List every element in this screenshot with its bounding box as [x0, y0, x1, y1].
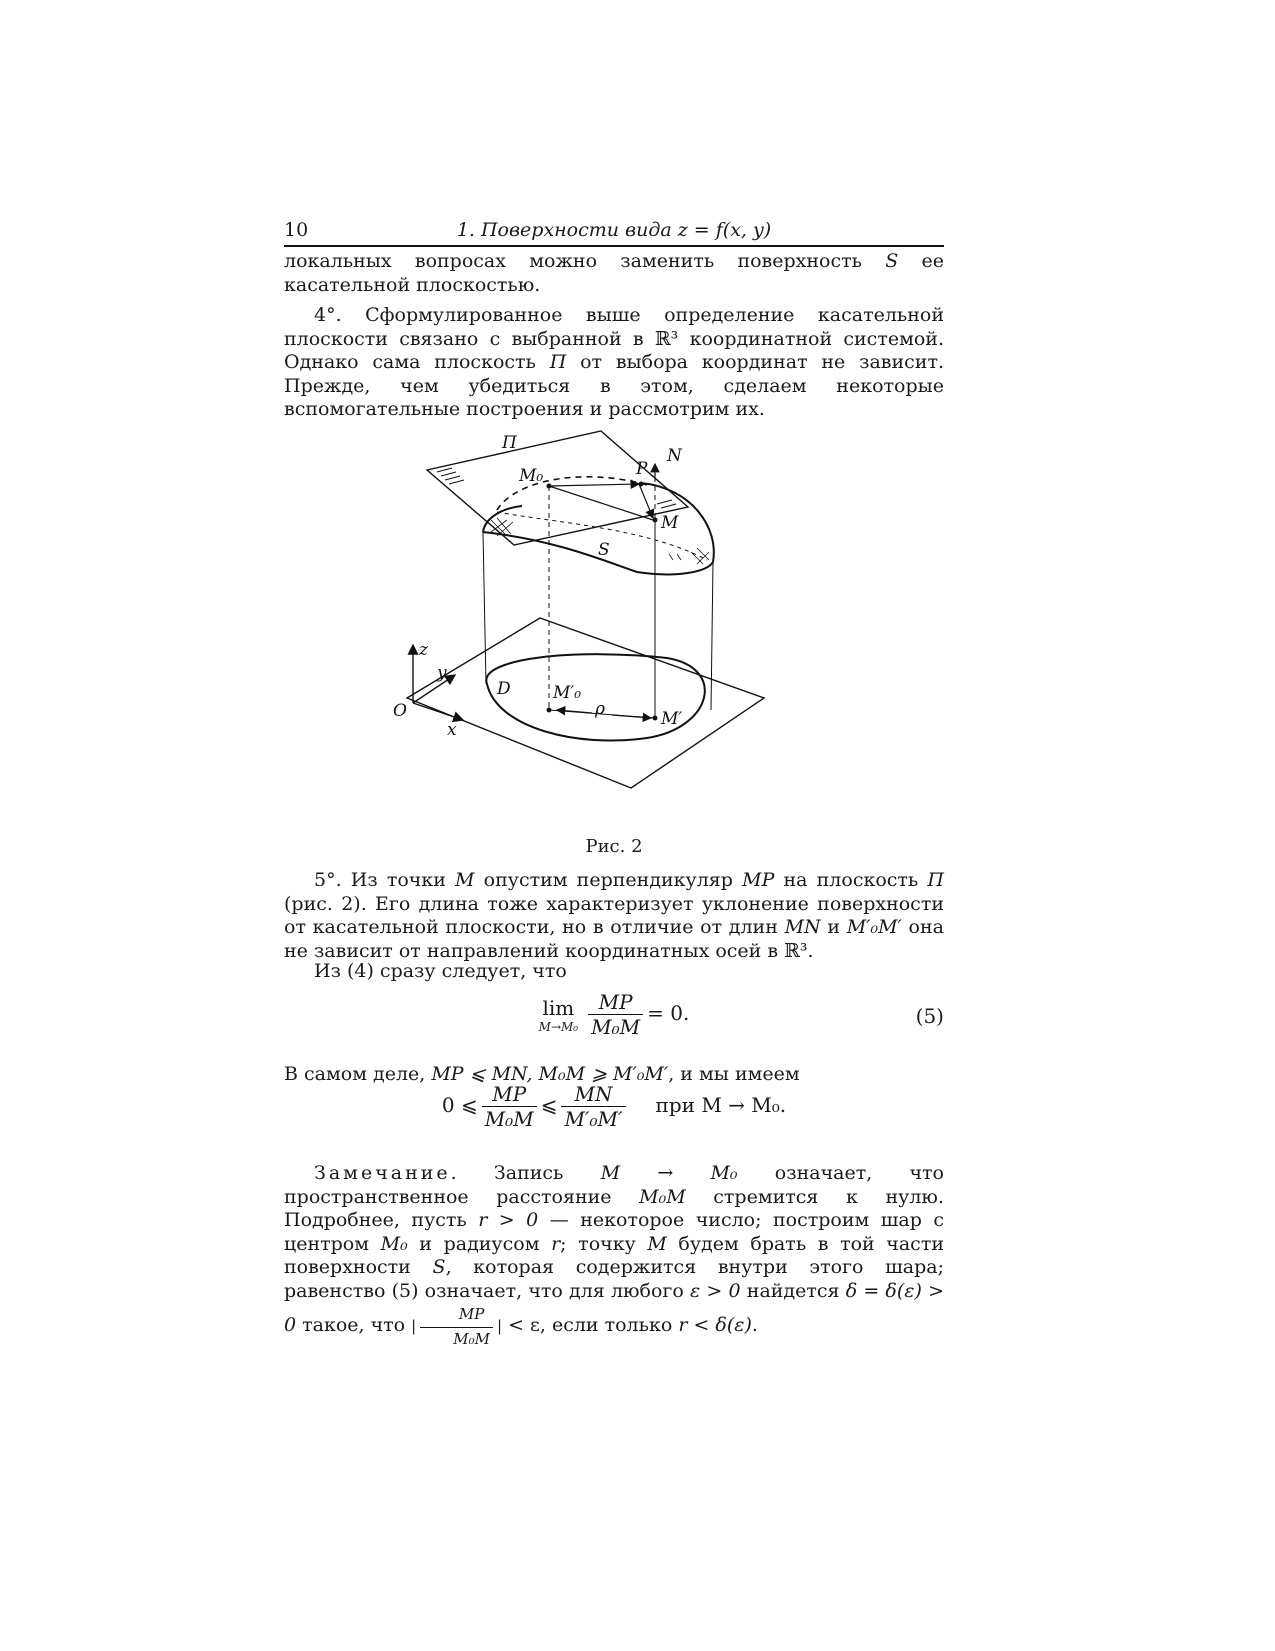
surface-S-left: [483, 506, 522, 532]
equation-number: (5): [915, 1004, 944, 1028]
label-P: P: [636, 459, 648, 479]
vector-M0M: [549, 486, 653, 520]
paragraph-indeed: В самом деле, MP ⩽ MN, M₀M ⩾ M′₀M′, и мы имеем: [284, 1063, 800, 1085]
paragraph-4: 4°. Сформулированное выше определение касательной плоскости связано с выбранной в ℝ³ координатной системой. Однако сама плоскость Π от выбора координат не зависит. Прежде, чем убедиться в этом, сделаем некоторые вспомогательные построения и рассмотрим их.: [284, 304, 945, 420]
label-y: y: [437, 663, 447, 683]
label-M0: M₀: [519, 466, 544, 486]
label-O: O: [393, 701, 407, 721]
figure-caption: Рис. 2: [585, 836, 643, 857]
running-title: 1. Поверхности вида z = f(x, y): [456, 219, 772, 241]
paragraph-5: 5°. Из точки M опустим перпендикуляр MP на плоскость Π (рис. 2). Его длина тоже характеризует уклонение поверхности от касательной плоскости, но в отличие от длин MN и M′₀M′ она не зависит от направлений координатных осей в ℝ³.: [284, 869, 944, 962]
remark: Замечание. Запись M → M₀ означает, что пространственное расстояние M₀M стремится к нулю. Подробнее, пусть r > 0 — некоторое число; построим шар с центром M₀ и радиусом r; точку M будем брать в той части поверхности S, которая содержится внутри этого шара; равенство (5) означает, что для любого ε > 0 найдется δ = δ(ε) > 0 такое, что | $\frac{MP}{\text{M₀M}}$ | < ε, если только r < δ(ε).: [284, 1162, 945, 1348]
label-rho: ρ: [595, 699, 605, 719]
label-N: N: [667, 446, 682, 466]
point-M0p: [547, 708, 552, 713]
point-M0: [547, 484, 552, 489]
page-number: 10: [284, 219, 309, 241]
axis-y: [413, 675, 455, 703]
formula-6: 0 ⩽ $\frac{MP}{\text{M₀M}}$ ⩽ $\frac{MN}{\text{M′₀M′}}$ при M → M₀.: [441, 1082, 787, 1131]
label-S: S: [598, 540, 610, 560]
label-Mp: M′: [661, 709, 683, 729]
running-header: [284, 219, 944, 247]
vector-PM: [639, 484, 653, 518]
formula-5: lim M→M₀ $\frac{MP}{\text{M₀M}}$ = 0. (5): [538, 990, 944, 1039]
base-plane: [407, 618, 764, 788]
label-D: D: [497, 679, 511, 699]
point-Mp: [653, 716, 658, 721]
label-M: M: [661, 513, 679, 533]
axis-x: [413, 703, 463, 720]
figure-2: [393, 433, 807, 828]
tangent-plane: [427, 431, 688, 545]
paragraph-from-4: Из (4) сразу следует, что: [314, 960, 567, 982]
cylinder-left: [483, 532, 486, 684]
point-M: [653, 518, 658, 523]
label-z: z: [419, 640, 428, 660]
label-x: x: [447, 720, 457, 740]
fraction: $\frac{MP}{\text{M₀M}}$: [588, 990, 643, 1039]
cylinder-right: [711, 562, 713, 710]
label-Pi: Π: [502, 433, 517, 453]
vector-M0P: [549, 484, 639, 486]
limit: lim M→M₀: [538, 995, 579, 1034]
point-P: [639, 482, 644, 487]
paragraph-1: локальных вопросах можно заменить поверхность S ее касательной плоскостью.: [284, 250, 944, 296]
label-M0p: M′₀: [553, 683, 582, 703]
rho-arrow-right: [612, 715, 651, 718]
